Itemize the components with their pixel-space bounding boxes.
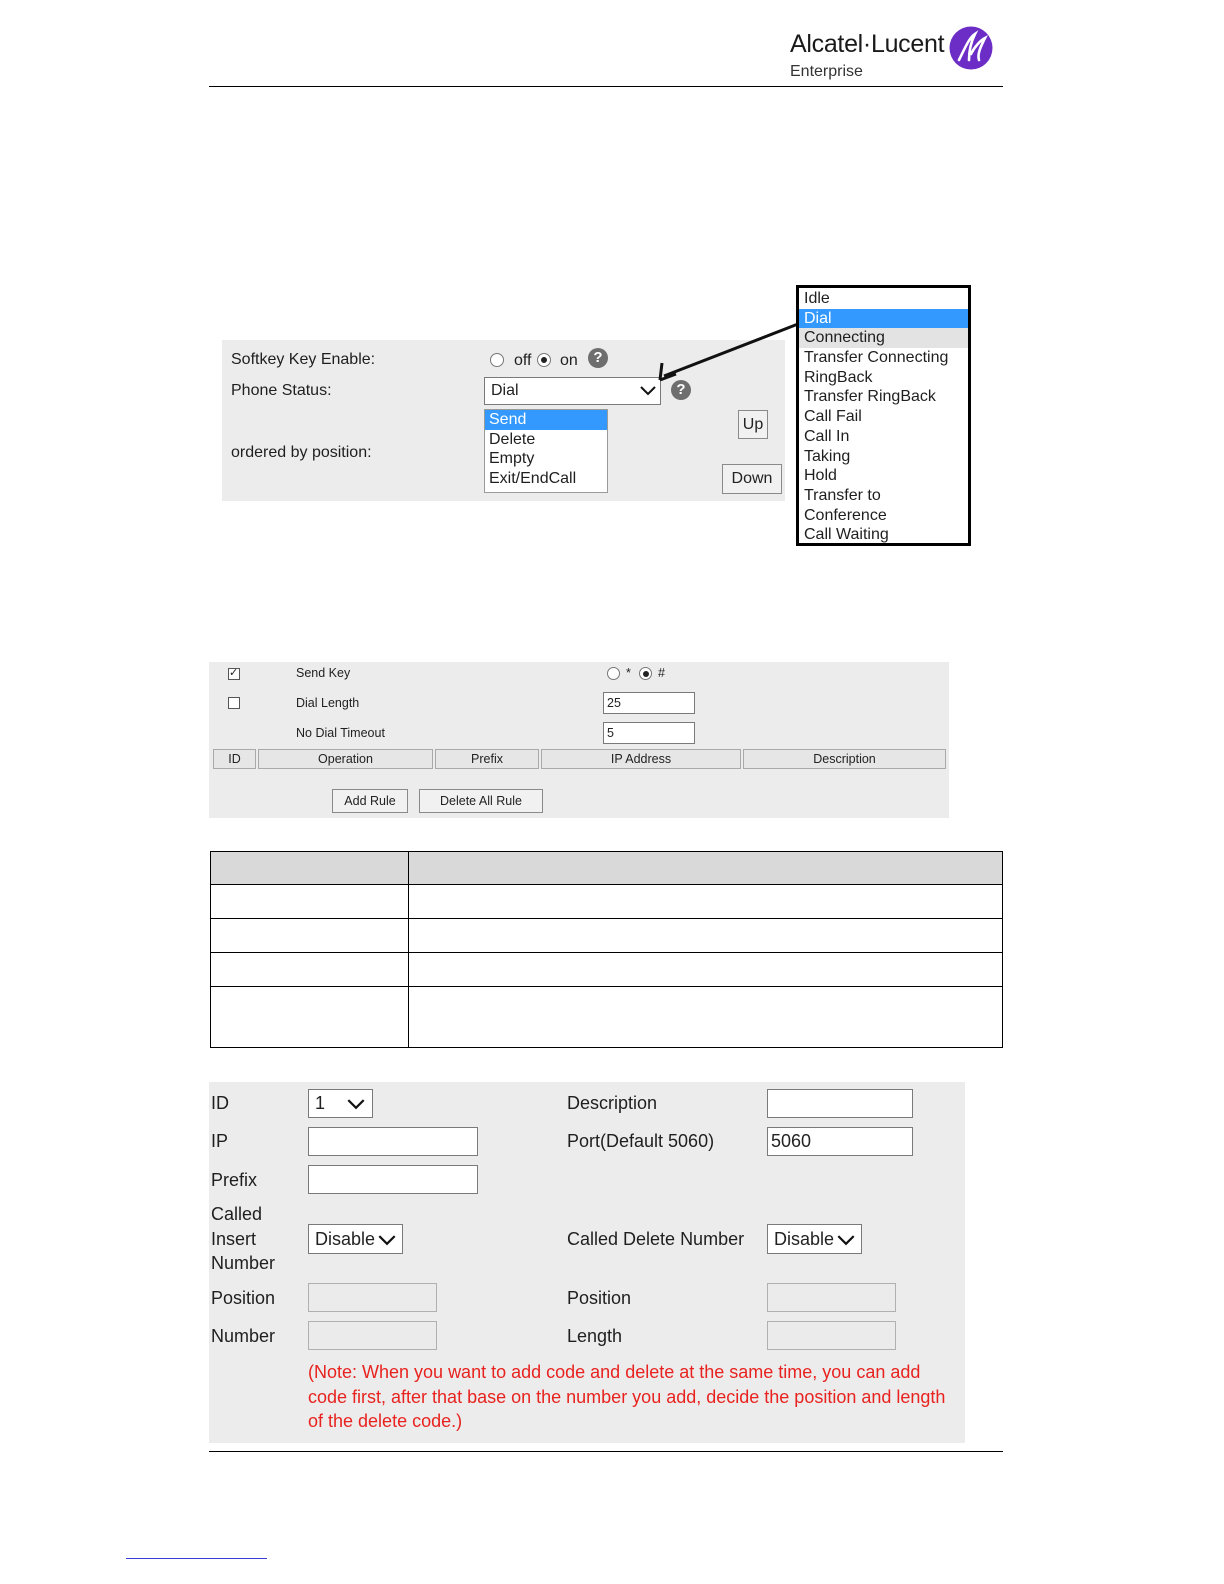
no-dial-timeout-label: No Dial Timeout xyxy=(296,726,385,740)
softkey-on-label: on xyxy=(560,352,578,369)
called-insert-label-line1: Called xyxy=(211,1204,263,1224)
prefix-input[interactable] xyxy=(308,1165,478,1194)
id-label: ID xyxy=(211,1093,229,1113)
footer-rule xyxy=(209,1451,1003,1452)
insert-number-input[interactable] xyxy=(308,1321,437,1350)
softkey-order-list[interactable] xyxy=(484,409,608,493)
softkey-off-label: off xyxy=(514,352,532,369)
dropdown-option[interactable]: Hold xyxy=(804,467,837,485)
column-header-operation: Operation xyxy=(258,749,433,769)
phone-status-label: Phone Status: xyxy=(231,382,332,399)
insert-number-label: Number xyxy=(211,1326,276,1346)
called-insert-value: Disable xyxy=(315,1229,376,1249)
insert-position-label: Position xyxy=(211,1288,276,1308)
table-row xyxy=(211,919,1003,953)
send-key-star-label: * xyxy=(626,666,631,680)
insert-position-input[interactable] xyxy=(308,1283,437,1312)
brand-subtitle: Enterprise xyxy=(790,63,863,80)
dropdown-option[interactable]: Call Fail xyxy=(804,408,862,426)
chevron-down-icon xyxy=(347,1099,365,1110)
softkey-list-item[interactable]: Empty xyxy=(489,450,535,468)
no-dial-timeout-input[interactable]: 5 xyxy=(603,722,695,744)
dropdown-option[interactable]: Conference xyxy=(804,506,887,524)
softkey-on-radio[interactable] xyxy=(537,353,551,367)
ip-label: IP xyxy=(211,1131,229,1151)
dropdown-option[interactable]: Transfer to xyxy=(804,486,881,504)
rule-note: (Note: When you want to add code and delete at the same time, you can add code first, after that base on the number you add, decide the position and length of the delete code.) xyxy=(308,1362,946,1431)
id-select-value: 1 xyxy=(315,1093,326,1113)
description-label: Description xyxy=(567,1093,658,1113)
table-header-row xyxy=(211,852,1003,885)
delete-position-input[interactable] xyxy=(767,1283,896,1312)
port-input[interactable]: 5060 xyxy=(767,1127,913,1156)
chevron-down-icon xyxy=(378,1235,396,1246)
move-down-button[interactable]: Down xyxy=(722,464,782,494)
called-insert-label-line3: Number xyxy=(211,1253,276,1273)
footer-link-underline[interactable] xyxy=(126,1558,267,1559)
dial-length-checkbox[interactable] xyxy=(228,697,240,709)
prefix-label: Prefix xyxy=(211,1170,258,1190)
ip-input[interactable] xyxy=(308,1127,478,1156)
dropdown-option[interactable]: Taking xyxy=(804,447,851,465)
description-input[interactable] xyxy=(767,1089,913,1118)
dropdown-option[interactable]: Call In xyxy=(804,427,850,445)
delete-all-rule-button[interactable]: Delete All Rule xyxy=(419,789,543,813)
softkey-list-item[interactable]: Send xyxy=(485,410,607,430)
dial-rule-panel xyxy=(209,662,949,818)
column-header-ip-address: IP Address xyxy=(541,749,741,769)
column-header-id: ID xyxy=(213,749,256,769)
phone-status-dropdown-list xyxy=(796,285,971,546)
dropdown-option[interactable]: Transfer Connecting xyxy=(804,349,949,367)
column-header-description: Description xyxy=(743,749,946,769)
parameter-table xyxy=(210,851,1003,1048)
delete-position-label: Position xyxy=(567,1288,632,1308)
called-delete-select[interactable] xyxy=(767,1224,862,1254)
send-key-checkbox[interactable] xyxy=(228,668,240,680)
move-up-button[interactable]: Up xyxy=(738,410,768,439)
dropdown-option[interactable]: Transfer RingBack xyxy=(804,388,936,406)
add-rule-button[interactable]: Add Rule xyxy=(332,789,408,813)
dropdown-option[interactable]: Dial xyxy=(799,309,968,329)
id-select[interactable] xyxy=(308,1089,373,1118)
dial-length-input[interactable]: 25 xyxy=(603,692,695,714)
send-key-hash-radio[interactable] xyxy=(639,667,652,680)
softkey-list-item[interactable]: Exit/EndCall xyxy=(489,469,577,487)
dropdown-option[interactable]: RingBack xyxy=(804,368,873,386)
softkey-list-item[interactable]: Delete xyxy=(489,430,536,448)
phone-status-value: Dial xyxy=(491,382,519,399)
phone-status-help-icon[interactable]: ? xyxy=(671,380,691,400)
delete-length-input[interactable] xyxy=(767,1321,896,1350)
chevron-down-icon xyxy=(837,1235,855,1246)
softkey-off-radio[interactable] xyxy=(490,353,504,367)
delete-length-label: Length xyxy=(567,1326,623,1346)
brand-logo-icon xyxy=(949,26,993,70)
called-delete-value: Disable xyxy=(774,1229,835,1249)
ordered-by-position-label: ordered by position: xyxy=(231,444,372,461)
column-header-prefix: Prefix xyxy=(435,749,539,769)
callout-arrow-icon xyxy=(650,318,800,388)
header-rule xyxy=(209,86,1003,87)
dropdown-option[interactable]: Connecting xyxy=(799,328,968,348)
phone-status-select[interactable] xyxy=(484,377,661,405)
dropdown-option[interactable]: Call Waiting xyxy=(804,526,889,544)
dial-length-label: Dial Length xyxy=(296,696,360,710)
called-delete-label: Called Delete Number xyxy=(567,1229,745,1249)
softkey-enable-label: Softkey Key Enable: xyxy=(231,351,376,368)
table-row xyxy=(211,953,1003,987)
called-insert-label-line2: Insert xyxy=(211,1229,257,1249)
table-row xyxy=(211,885,1003,919)
table-row xyxy=(211,987,1003,1048)
send-key-label: Send Key xyxy=(296,666,351,680)
softkey-help-icon[interactable]: ? xyxy=(588,348,608,368)
send-key-star-radio[interactable] xyxy=(607,667,620,680)
brand-name: Alcatel·Lucent xyxy=(790,30,945,58)
port-label: Port(Default 5060) xyxy=(567,1131,715,1151)
called-insert-select[interactable] xyxy=(308,1224,403,1254)
dropdown-option[interactable]: Idle xyxy=(804,290,830,307)
send-key-hash-label: # xyxy=(658,666,665,680)
